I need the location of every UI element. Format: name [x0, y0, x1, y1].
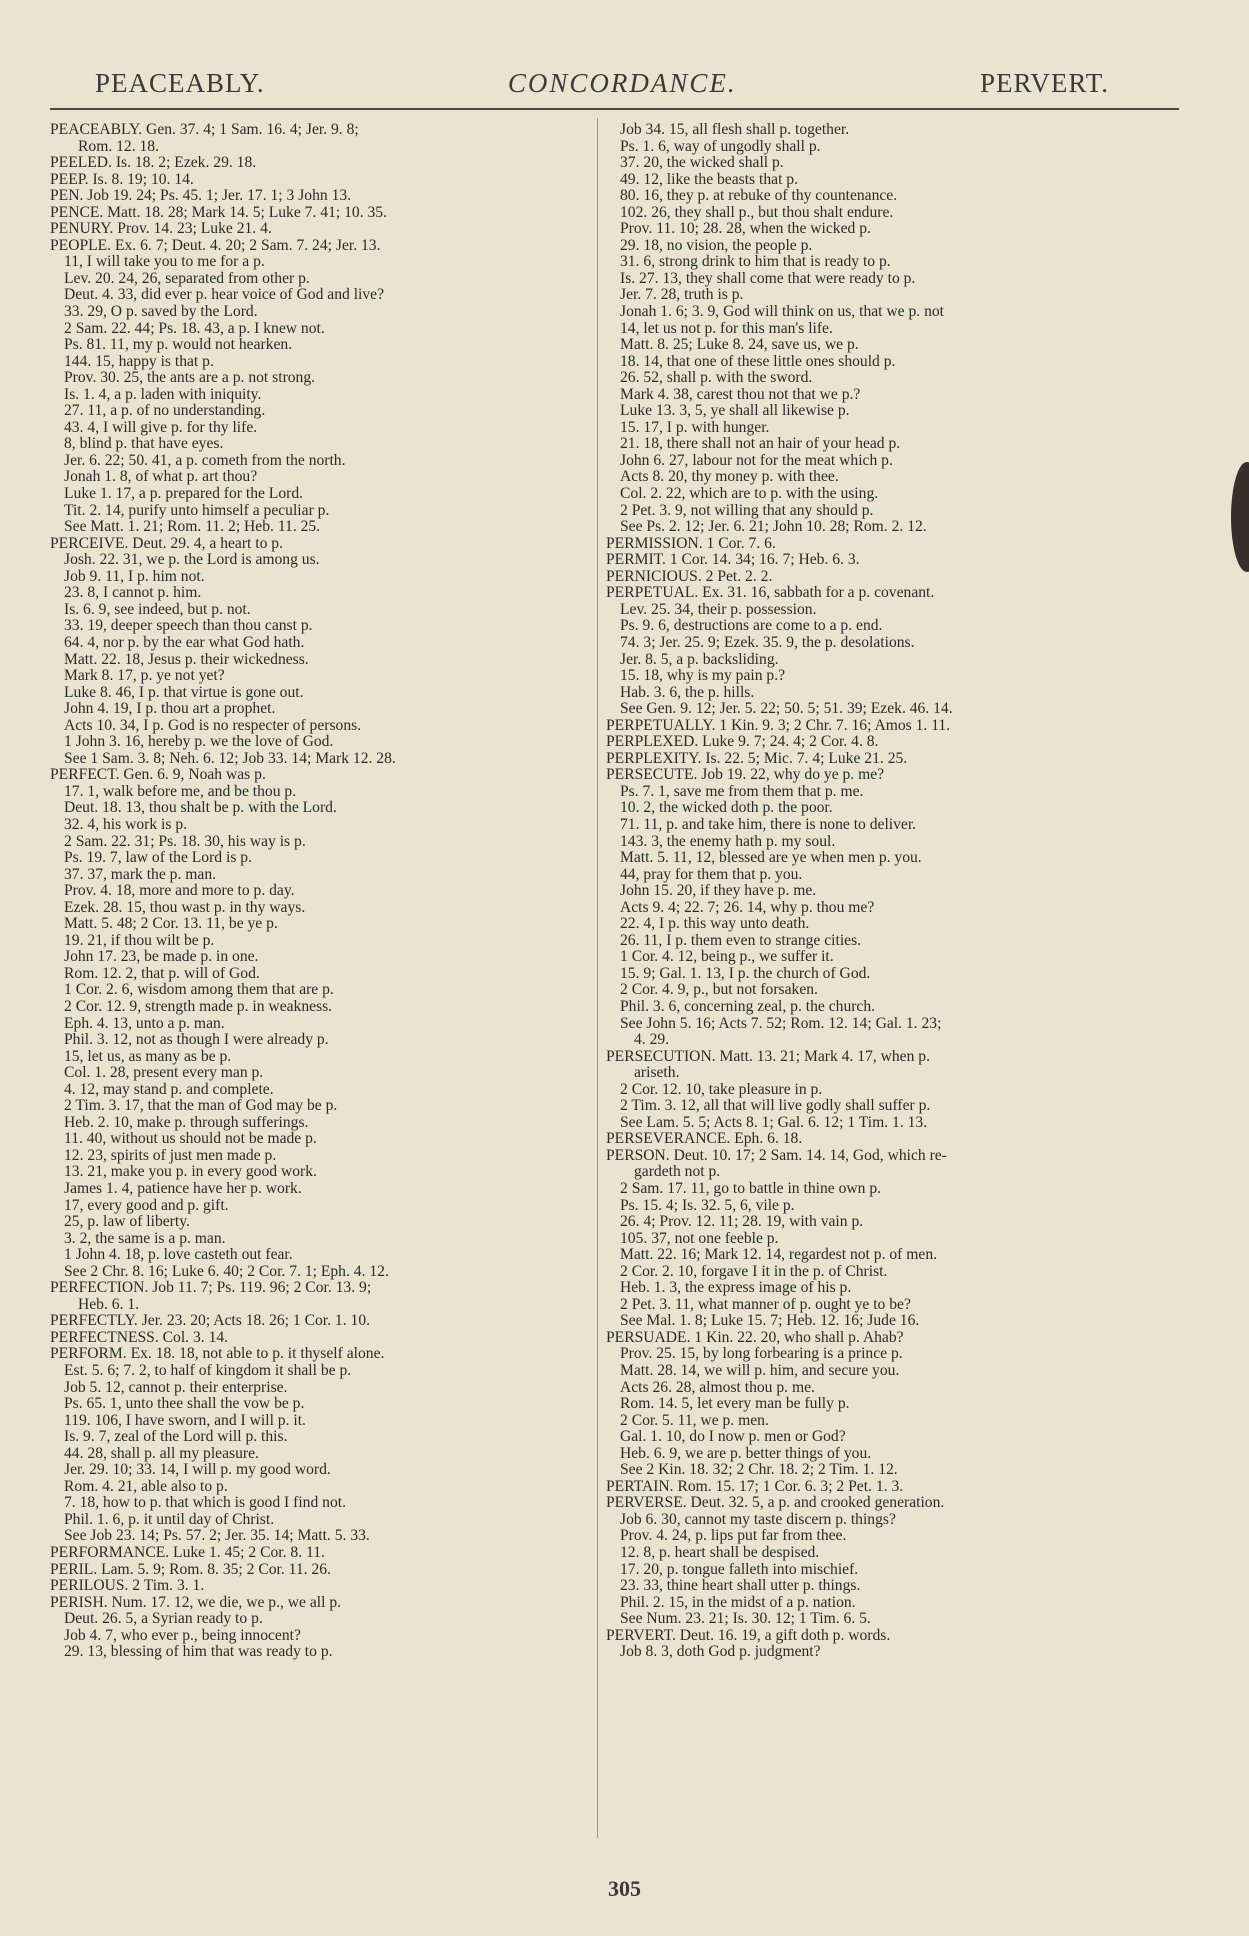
- entry-line: Rom. 14. 5, let every man be fully p.: [620, 1396, 850, 1413]
- entry-line: 22. 4, I p. this way unto death.: [620, 916, 810, 933]
- header-left-guide-word: PEACEABLY.: [95, 67, 265, 98]
- entry-line: See John 5. 16; Acts 7. 52; Rom. 12. 14; Gal. 1. 23;: [620, 1015, 942, 1032]
- left-column: [50, 122, 595, 1661]
- entry-line: Jer. 7. 28, truth is p.: [620, 287, 744, 304]
- entry-line: Deut. 4. 33, did ever p. hear voice of God and live?: [64, 287, 384, 304]
- entry-line: Tit. 2. 14, purify unto himself a peculiar p.: [64, 502, 330, 519]
- entry-line: 2 Pet. 3. 9, not willing that any should p.: [620, 502, 874, 519]
- entry-line: 105. 37, not one feeble p.: [620, 1230, 779, 1247]
- entry-headword-line: PERPETUALLY. 1 Kin. 9. 3; 2 Chr. 7. 16; Amos 1. 11.: [606, 717, 951, 734]
- entry-line: Is. 27. 13, they shall come that were ready to p.: [620, 270, 916, 287]
- entry-line: 2 Sam. 22. 31; Ps. 18. 30, his way is p.: [64, 833, 306, 850]
- entry-headword-line: PERFORMANCE. Luke 1. 45; 2 Cor. 8. 11.: [50, 1545, 325, 1562]
- entry-line: 26. 4; Prov. 12. 11; 28. 19, with vain p.: [620, 1214, 864, 1231]
- entry-line: 2 Tim. 3. 12, all that will live godly shall suffer p.: [620, 1098, 931, 1115]
- entry-line: 18. 14, that one of these little ones should p.: [620, 353, 896, 370]
- entry-line: Phil. 3. 12, not as though I were already p.: [64, 1032, 329, 1049]
- entry-headword-line: PERSON. Deut. 10. 17; 2 Sam. 14. 14, God, which re-: [606, 1147, 947, 1164]
- entry-line: 15. 18, why is my pain p.?: [620, 668, 786, 685]
- entry-headword-line: PERSEVERANCE. Eph. 6. 18.: [606, 1131, 803, 1148]
- entry-line: Acts 10. 34, I p. God is no respecter of persons.: [64, 717, 362, 734]
- entry-line: Job 34. 15, all flesh shall p. together.: [620, 122, 850, 138]
- entry-line: 26. 11, I p. them even to strange cities.: [620, 932, 862, 949]
- entry-line: 7. 18, how to p. that which is good I find not.: [64, 1495, 346, 1512]
- entry-headword-line: PERFECT. Gen. 6. 9, Noah was p.: [50, 767, 266, 784]
- entry-line: Ps. 1. 6, way of ungodly shall p.: [620, 138, 821, 155]
- entry-line: John 4. 19, I p. thou art a prophet.: [64, 701, 276, 718]
- entry-line: Matt. 8. 25; Luke 8. 24, save us, we p.: [620, 337, 859, 354]
- entry-line: Hab. 3. 6, the p. hills.: [620, 684, 755, 701]
- entry-line: Is. 9. 7, zeal of the Lord will p. this.: [64, 1429, 288, 1446]
- entry-line: Mark 8. 17, p. ye not yet?: [64, 668, 225, 685]
- entry-headword-line: PERVERT. Deut. 16. 19, a gift doth p. words.: [606, 1627, 891, 1644]
- entry-line: Prov. 4. 24, p. lips put far from thee.: [620, 1528, 847, 1545]
- entry-line: Job 4. 7, who ever p., being innocent?: [64, 1627, 301, 1644]
- entry-line: Jer. 6. 22; 50. 41, a p. cometh from the north.: [64, 452, 346, 469]
- entry-line: 12. 23, spirits of just men made p.: [64, 1147, 277, 1164]
- entry-line: See 2 Kin. 18. 32; 2 Chr. 18. 2; 2 Tim. 1. 12.: [620, 1462, 898, 1479]
- entry-line: 2 Sam. 17. 11, go to battle in thine own p.: [620, 1181, 882, 1197]
- entry-line: 23. 8, I cannot p. him.: [64, 585, 202, 602]
- entry-line: 23. 33, thine heart shall utter p. things.: [620, 1578, 861, 1595]
- entry-line: 2 Sam. 22. 44; Ps. 18. 43, a p. I knew not.: [64, 320, 325, 337]
- entry-line: Heb. 1. 3, the express image of his p.: [620, 1280, 852, 1297]
- entry-line: 1 Cor. 2. 6, wisdom among them that are p.: [64, 982, 334, 999]
- entry-line: Est. 5. 6; 7. 2, to half of kingdom it shall be p.: [64, 1363, 352, 1380]
- entry-line: Is. 6. 9, see indeed, but p. not.: [64, 601, 251, 618]
- entry-line: Jer. 8. 5, a p. backsliding.: [620, 651, 779, 668]
- entry-line: 43. 4, I will give p. for thy life.: [64, 419, 258, 436]
- entry-headword-line: PERSUADE. 1 Kin. 22. 20, who shall p. Ahab?: [606, 1329, 904, 1346]
- entry-line: Phil. 2. 15, in the midst of a p. nation.: [620, 1594, 856, 1611]
- entry-headword-line: PEELED. Is. 18. 2; Ezek. 29. 18.: [50, 155, 257, 172]
- entry-headword-line: PERTAIN. Rom. 15. 17; 1 Cor. 6. 3; 2 Pet. 1. 3.: [606, 1478, 904, 1495]
- entry-line: 144. 15, happy is that p.: [64, 353, 214, 370]
- entry-line: John 6. 27, labour not for the meat which p.: [620, 452, 893, 469]
- entry-line: John 15. 20, if they have p. me.: [620, 883, 817, 900]
- entry-headword-line: PERFORM. Ex. 18. 18, not able to p. it thyself alone.: [50, 1346, 385, 1363]
- thumb-index-tab: [1231, 462, 1249, 572]
- page-header: [95, 58, 1109, 108]
- entry-line: Luke 8. 46, I p. that virtue is gone out.: [64, 684, 304, 701]
- entry-line: 2 Cor. 4. 9, p., but not forsaken.: [620, 982, 818, 999]
- entry-line: 15, let us, as many as be p.: [64, 1048, 232, 1065]
- entry-line: gardeth not p.: [634, 1164, 721, 1181]
- entry-line: 2 Cor. 2. 10, forgave I it in the p. of Christ.: [620, 1263, 888, 1280]
- entry-headword-line: PEEP. Is. 8. 19; 10. 14.: [50, 171, 194, 188]
- entry-line: 33. 29, O p. saved by the Lord.: [64, 304, 258, 321]
- entry-line: 29. 13, blessing of him that was ready to p.: [64, 1644, 333, 1661]
- entry-line: Matt. 28. 14, we will p. him, and secure you.: [620, 1363, 900, 1380]
- entry-line: 64. 4, nor p. by the ear what God hath.: [64, 634, 305, 651]
- entry-headword-line: PERSECUTE. Job 19. 22, why do ye p. me?: [606, 767, 885, 784]
- entry-line: 17. 20, p. tongue falleth into mischief.: [620, 1561, 859, 1578]
- entry-line: 74. 3; Jer. 25. 9; Ezek. 35. 9, the p. desolations.: [620, 634, 915, 651]
- entry-line: 4. 29.: [634, 1032, 670, 1049]
- entry-line: Phil. 1. 6, p. it until day of Christ.: [64, 1511, 275, 1528]
- entry-line: 2 Cor. 12. 10, take pleasure in p.: [620, 1081, 823, 1098]
- entry-line: 32. 4, his work is p.: [64, 816, 188, 833]
- entry-line: Lev. 20. 24, 26, separated from other p.: [64, 270, 310, 287]
- entry-line: See Lam. 5. 5; Acts 8. 1; Gal. 6. 12; 1 Tim. 1. 13.: [620, 1114, 928, 1131]
- right-column: [606, 122, 1151, 1661]
- entry-line: 31. 6, strong drink to him that is ready to p.: [620, 254, 891, 271]
- entry-line: Job 6. 30, cannot my taste discern p. things?: [620, 1511, 896, 1528]
- entry-line: Heb. 6. 9, we are p. better things of you.: [620, 1445, 872, 1462]
- entry-line: 11, I will take you to me for a p.: [64, 254, 265, 271]
- entry-line: 13. 21, make you p. in every good work.: [64, 1164, 317, 1181]
- entry-line: 143. 3, the enemy hath p. my soul.: [620, 833, 836, 850]
- entry-line: 17. 1, walk before me, and be thou p.: [64, 783, 297, 800]
- entry-line: See 2 Chr. 8. 16; Luke 6. 40; 2 Cor. 7. 1; Eph. 4. 12.: [64, 1263, 389, 1280]
- entry-line: Jer. 29. 10; 33. 14, I will p. my good word.: [64, 1462, 331, 1479]
- entry-line: Gal. 1. 10, do I now p. men or God?: [620, 1429, 846, 1446]
- entry-line: 25, p. law of liberty.: [64, 1214, 190, 1231]
- entry-line: Jonah 1. 6; 3. 9, God will think on us, that we p. not: [620, 304, 944, 321]
- entry-line: See Gen. 9. 12; Jer. 5. 22; 50. 5; 51. 39; Ezek. 46. 14.: [620, 701, 953, 718]
- entry-line: See Mal. 1. 8; Luke 15. 7; Heb. 12. 16; Jude 16.: [620, 1313, 920, 1330]
- entry-line: 1 John 4. 18, p. love casteth out fear.: [64, 1247, 293, 1264]
- entry-line: Is. 1. 4, a p. laden with iniquity.: [64, 386, 262, 403]
- entry-line: 44, pray for them that p. you.: [620, 866, 803, 883]
- entry-headword-line: PERCEIVE. Deut. 29. 4, a heart to p.: [50, 535, 284, 552]
- entry-line: 26. 52, shall p. with the sword.: [620, 370, 813, 387]
- entry-headword-line: PERVERSE. Deut. 32. 5, a p. and crooked generation.: [606, 1495, 945, 1512]
- entry-line: 12. 8, p. heart shall be despised.: [620, 1545, 820, 1562]
- entry-line: 2 Tim. 3. 17, that the man of God may be p.: [64, 1098, 338, 1115]
- entry-line: 2 Cor. 12. 9, strength made p. in weakness.: [64, 998, 333, 1015]
- entry-line: Lev. 25. 34, their p. possession.: [620, 601, 817, 618]
- entry-line: James 1. 4, patience have her p. work.: [64, 1181, 302, 1197]
- entry-line: Ezek. 28. 15, thou wast p. in thy ways.: [64, 899, 306, 916]
- entry-line: See Matt. 1. 21; Rom. 11. 2; Heb. 11. 25.: [64, 519, 321, 536]
- entry-headword-line: PERIL. Lam. 5. 9; Rom. 8. 35; 2 Cor. 11. 26.: [50, 1561, 331, 1578]
- entry-line: 119. 106, I have sworn, and I will p. it.: [64, 1412, 306, 1429]
- entry-line: Acts 9. 4; 22. 7; 26. 14, why p. thou me?: [620, 899, 875, 916]
- entry-line: Col. 2. 22, which are to p. with the using.: [620, 486, 879, 503]
- entry-headword-line: PERFECTNESS. Col. 3. 14.: [50, 1329, 229, 1346]
- entry-headword-line: PERMIT. 1 Cor. 14. 34; 16. 7; Heb. 6. 3.: [606, 552, 860, 569]
- entry-line: 1 John 3. 16, hereby p. we the love of God.: [64, 734, 334, 751]
- entry-line: Rom. 4. 21, able also to p.: [64, 1478, 228, 1495]
- entry-line: Matt. 22. 16; Mark 12. 14, regardest not p. of men.: [620, 1247, 938, 1264]
- entry-line: Acts 8. 20, thy money p. with thee.: [620, 469, 839, 486]
- entry-line: 44. 28, shall p. all my pleasure.: [64, 1445, 259, 1462]
- entry-line: Job 8. 3, doth God p. judgment?: [620, 1644, 821, 1661]
- entry-headword-line: PEACEABLY. Gen. 37. 4; 1 Sam. 16. 4; Jer. 9. 8;: [50, 122, 359, 138]
- entry-line: Col. 1. 28, present every man p.: [64, 1065, 264, 1082]
- entry-headword-line: PERPETUAL. Ex. 31. 16, sabbath for a p. covenant.: [606, 585, 935, 602]
- header-right-guide-word: PERVERT.: [980, 67, 1109, 98]
- entry-line: 14, let us not p. for this man's life.: [620, 320, 833, 337]
- entry-line: 19. 21, if thou wilt be p.: [64, 932, 215, 949]
- entry-headword-line: PERFECTION. Job 11. 7; Ps. 119. 96; 2 Cor. 13. 9;: [50, 1280, 372, 1297]
- entry-line: Matt. 5. 11, 12, blessed are ye when men p. you.: [620, 850, 922, 867]
- entry-headword-line: PENURY. Prov. 14. 23; Luke 21. 4.: [50, 221, 272, 238]
- entry-headword-line: PENCE. Matt. 18. 28; Mark 14. 5; Luke 7. 41; 10. 35.: [50, 204, 387, 221]
- entry-line: Eph. 4. 13, unto a p. man.: [64, 1015, 225, 1032]
- entry-line: 8, blind p. that have eyes.: [64, 436, 224, 453]
- entry-line: Matt. 5. 48; 2 Cor. 13. 11, be ye p.: [64, 916, 278, 933]
- entry-headword-line: PERISH. Num. 17. 12, we die, we p., we all p.: [50, 1594, 342, 1611]
- entry-line: 15. 17, I p. with hunger.: [620, 419, 770, 436]
- entry-line: 80. 16, they p. at rebuke of thy countenance.: [620, 188, 898, 205]
- entry-line: 2 Cor. 5. 11, we p. men.: [620, 1412, 769, 1429]
- column-divider: [597, 118, 598, 1838]
- entry-line: See Num. 23. 21; Is. 30. 12; 1 Tim. 6. 5.: [620, 1611, 871, 1628]
- entry-line: 29. 18, no vision, the people p.: [620, 237, 813, 254]
- entry-line: Phil. 3. 6, concerning zeal, p. the church.: [620, 998, 876, 1015]
- entry-line: See Ps. 2. 12; Jer. 6. 21; John 10. 28; Rom. 2. 12.: [620, 519, 927, 536]
- entry-line: Ps. 15. 4; Is. 32. 5, 6, vile p.: [620, 1197, 795, 1214]
- entry-line: Heb. 6. 1.: [78, 1296, 140, 1313]
- entry-headword-line: PERPLEXED. Luke 9. 7; 24. 4; 2 Cor. 4. 8.: [606, 734, 879, 751]
- entry-line: Ps. 9. 6, destructions are come to a p. end.: [620, 618, 883, 635]
- entry-headword-line: PERILOUS. 2 Tim. 3. 1.: [50, 1578, 205, 1595]
- entry-line: Rom. 12. 18.: [78, 138, 160, 155]
- entry-line: 37. 20, the wicked shall p.: [620, 155, 784, 172]
- entry-line: 102. 26, they shall p., but thou shalt endure.: [620, 204, 894, 221]
- entry-line: John 17. 23, be made p. in one.: [64, 949, 259, 966]
- entry-headword-line: PEOPLE. Ex. 6. 7; Deut. 4. 20; 2 Sam. 7. 24; Jer. 13.: [50, 237, 381, 254]
- entry-line: 21. 18, there shall not an hair of your head p.: [620, 436, 901, 453]
- entry-line: Prov. 11. 10; 28. 28, when the wicked p.: [620, 221, 871, 238]
- entry-line: Mark 4. 38, carest thou not that we p.?: [620, 386, 861, 403]
- entry-line: 33. 19, deeper speech than thou canst p.: [64, 618, 313, 635]
- header-title: CONCORDANCE.: [507, 67, 737, 98]
- entry-line: 71. 11, p. and take him, there is none to deliver.: [620, 816, 917, 833]
- entry-line: Luke 13. 3, 5, ye shall all likewise p.: [620, 403, 850, 420]
- entry-line: 4. 12, may stand p. and complete.: [64, 1081, 274, 1098]
- entry-line: Prov. 4. 18, more and more to p. day.: [64, 883, 295, 900]
- entry-line: 49. 12, like the beasts that p.: [620, 171, 798, 188]
- entry-line: See Job 23. 14; Ps. 57. 2; Jer. 35. 14; Matt. 5. 33.: [64, 1528, 370, 1545]
- entry-line: Job 9. 11, I p. him not.: [64, 568, 205, 585]
- entry-line: 11. 40, without us should not be made p.: [64, 1131, 317, 1148]
- entry-line: Deut. 26. 5, a Syrian ready to p.: [64, 1611, 263, 1628]
- entry-headword-line: PERNICIOUS. 2 Pet. 2. 2.: [606, 568, 773, 585]
- entry-line: 10. 2, the wicked doth p. the poor.: [620, 800, 833, 817]
- page-number: 305: [608, 1876, 641, 1901]
- entry-line: 2 Pet. 3. 11, what manner of p. ought ye to be?: [620, 1296, 911, 1313]
- entry-line: Luke 1. 17, a p. prepared for the Lord.: [64, 486, 304, 503]
- entry-headword-line: PERSECUTION. Matt. 13. 21; Mark 4. 17, when p.: [606, 1048, 930, 1065]
- entry-line: See 1 Sam. 3. 8; Neh. 6. 12; Job 33. 14; Mark 12. 28.: [64, 750, 396, 767]
- entry-line: 37. 37, mark the p. man.: [64, 866, 217, 883]
- entry-line: 3. 2, the same is a p. man.: [64, 1230, 226, 1247]
- entry-line: Heb. 2. 10, make p. through sufferings.: [64, 1114, 309, 1131]
- entry-headword-line: PERPLEXITY. Is. 22. 5; Mic. 7. 4; Luke 21. 25.: [606, 750, 908, 767]
- entry-line: Josh. 22. 31, we p. the Lord is among us.: [64, 552, 320, 569]
- entry-line: Rom. 12. 2, that p. will of God.: [64, 965, 260, 982]
- header-rule: [50, 108, 1179, 110]
- entry-line: Matt. 22. 18, Jesus p. their wickedness.: [64, 651, 309, 668]
- entry-line: Jonah 1. 8, of what p. art thou?: [64, 469, 258, 486]
- entry-line: Prov. 25. 15, by long forbearing is a prince p.: [620, 1346, 903, 1363]
- entry-line: Ps. 7. 1, save me from them that p. me.: [620, 783, 864, 800]
- entry-line: Prov. 30. 25, the ants are a p. not strong.: [64, 370, 316, 387]
- entry-line: 15. 9; Gal. 1. 13, I p. the church of God.: [620, 965, 871, 982]
- entry-line: 27. 11, a p. of no understanding.: [64, 403, 266, 420]
- entry-line: 17, every good and p. gift.: [64, 1197, 229, 1214]
- entry-line: Job 5. 12, cannot p. their enterprise.: [64, 1379, 288, 1396]
- entry-line: ariseth.: [634, 1065, 680, 1082]
- entry-headword-line: PEN. Job 19. 24; Ps. 45. 1; Jer. 17. 1; 3 John 13.: [50, 188, 352, 205]
- entry-line: Deut. 18. 13, thou shalt be p. with the Lord.: [64, 800, 337, 817]
- entry-line: 1 Cor. 4. 12, being p., we suffer it.: [620, 949, 834, 966]
- entry-line: Acts 26. 28, almost thou p. me.: [620, 1379, 815, 1396]
- entry-headword-line: PERMISSION. 1 Cor. 7. 6.: [606, 535, 776, 552]
- entry-line: Ps. 19. 7, law of the Lord is p.: [64, 850, 252, 867]
- entry-line: Ps. 81. 11, my p. would not hearken.: [64, 337, 293, 354]
- entry-line: Ps. 65. 1, unto thee shall the vow be p.: [64, 1396, 305, 1413]
- entry-headword-line: PERFECTLY. Jer. 23. 20; Acts 18. 26; 1 Cor. 1. 10.: [50, 1313, 371, 1330]
